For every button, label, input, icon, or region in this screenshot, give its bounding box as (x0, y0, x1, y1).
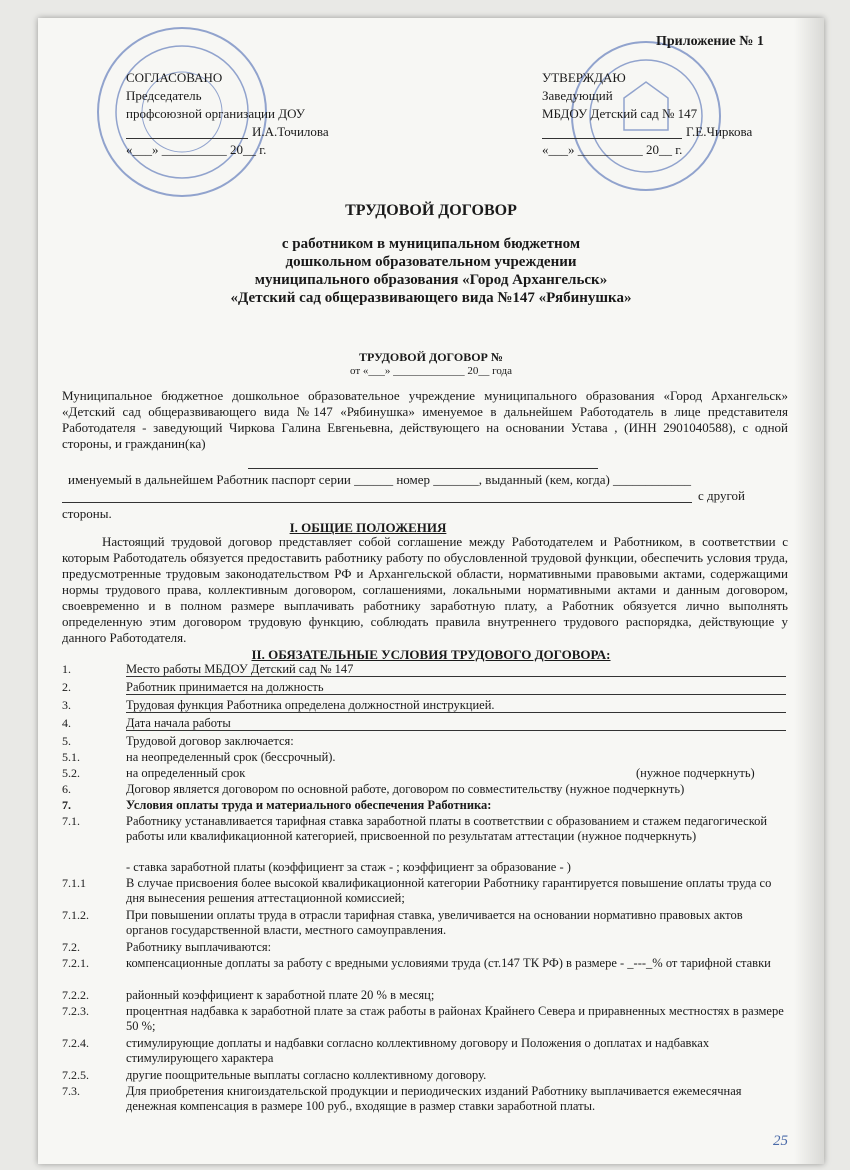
other-side-label: с другой (698, 488, 745, 503)
item-workplace: Место работы МБДОУ Детский сад № 147 (126, 662, 354, 676)
item-number: 7.2.5. (62, 1068, 89, 1082)
item-number: 5. (62, 734, 71, 748)
title-sub1: с работником в муниципальном бюджетном (281, 236, 581, 252)
item-function: Трудовая функция Работника определена должностной инструкцией. (126, 698, 495, 712)
item-number: 7.2.4. (62, 1036, 89, 1050)
item-underline (126, 730, 786, 731)
approval-left-line2: профсоюзной организации ДОУ (126, 106, 305, 121)
item-number: 7. (62, 798, 71, 812)
approval-left-line1: Председатель (126, 88, 202, 103)
section1-heading: I. ОБЩИЕ ПОЛОЖЕНИЯ (289, 520, 447, 535)
item-underline (126, 712, 786, 713)
needed-underline-note: (нужное подчеркнуть) (636, 766, 755, 780)
parties-end: стороны. (62, 506, 112, 521)
passport-issuer-line (62, 502, 692, 503)
approval-right-title: УТВЕРЖДАЮ (542, 70, 626, 85)
approval-right-line1: Заведующий (542, 88, 613, 103)
item-position: Работник принимается на должность (126, 680, 324, 694)
document-title: ТРУДОВОЙ ДОГОВОР (345, 202, 517, 219)
item-tariff-rate: Работнику устанавливается тарифная ставка заработной платы в соответствии с образованием и стажем педагогической работы или квалификационной категорией, присвоенной по результатам аттестации (нужное подчеркнуть) (126, 814, 768, 843)
item-number: 5.1. (62, 750, 80, 764)
item-payments: Работнику выплачиваются: (126, 940, 272, 954)
item-number: 5.2. (62, 766, 80, 780)
item-contract-type: Договор является договором по основной работе, договором по совместительству (нужное подчеркнуть) (126, 782, 685, 796)
item-rate-coefficients: - ставка заработной платы (коэффициент за стаж - ; коэффициент за образование - ) (126, 860, 571, 874)
item-book-compensation: Для приобретения книгоиздательской продукции и периодических изданий Работнику выплачивается ежемесячная денежная компенсация в размере 100 руб., входящие в размер ставки заработной платы. (126, 1084, 742, 1113)
title-sub3: муниципального образования «Город Архангельск» (254, 272, 608, 288)
approval-left-signature: И.А.Точилова (252, 124, 329, 139)
page-number: 25 (773, 1133, 788, 1149)
approval-left-date: «___» __________ 20__ г. (126, 142, 267, 157)
item-number: 6. (62, 782, 71, 796)
item-number: 3. (62, 698, 71, 712)
contract-heading: ТРУДОВОЙ ДОГОВОР № (359, 350, 503, 364)
left-signature-line (126, 138, 248, 139)
item-number: 7.2.3. (62, 1004, 89, 1018)
document-page (38, 18, 824, 1164)
section1-text: Настоящий трудовой договор представляет собой соглашение между Работодателем и Работником, в соответствии с которым Работодатель обязуется предоставить работнику работу по обусловленной трудовой функции, обеспечить условия труда, предусмотренные трудовым законодательством РФ и Архангельской области, нормативными правовыми актами, содержащими нормы трудового права, коллективным договором, соглашениями, локальными нормативными актами и данным договором, своевременно и в полном размере выплачивать работнику заработную плату, а Работник обязуется лично выполнять определенную этим договором трудовую функцию, соблюдать правила внутреннего трудового распорядка, действующие у данного Работодателя. (62, 534, 788, 645)
approval-right-date: «___» __________ 20__ г. (542, 142, 683, 157)
item-number: 2. (62, 680, 71, 694)
item-number: 7.2.2. (62, 988, 89, 1002)
title-sub2: дошкольном образовательном учреждении (285, 254, 577, 270)
contract-intro: Муниципальное бюджетное дошкольное образовательное учреждение муниципального образования «Город Архангельск» «Детский сад общеразвивающего вида №147 «Рябинушка» именуемое в дальнейшем Работодатель в лице представителя Работодателя - заведующий Чиркова Галина Евгеньевна, действующего на основании Устава , (ИНН 2901040588), с одной стороны, и гражданин(ка) (62, 388, 788, 451)
item-term: Трудовой договор заключается: (126, 734, 294, 748)
item-compensation: компенсационные доплаты за работу с вредными условиями труда (ст.147 ТК РФ) в размере - _---_% от тарифной ставки (126, 956, 771, 970)
approval-right-line2: МБДОУ Детский сад № 147 (542, 106, 698, 121)
appendix-label: Приложение № 1 (656, 34, 764, 49)
approval-left-title: СОГЛАСОВАНО (126, 70, 223, 85)
item-term-indefinite: на неопределенный срок (бессрочный). (126, 750, 336, 764)
item-term-fixed: на определенный срок (126, 766, 246, 780)
item-other-bonuses: другие поощрительные выплаты согласно коллективному договору. (126, 1068, 487, 1082)
item-pay-conditions: Условия оплаты труда и материального обеспечения Работника: (126, 798, 492, 812)
item-number: 7.1.1 (62, 876, 86, 890)
item-underline (126, 694, 786, 695)
item-number: 7.3. (62, 1084, 80, 1098)
item-start-date: Дата начала работы (126, 716, 231, 730)
item-number: 1. (62, 662, 71, 676)
citizen-name-line (248, 468, 598, 469)
item-underline (126, 676, 786, 677)
item-number: 7.2.1. (62, 956, 89, 970)
section2-heading: II. ОБЯЗАТЕЛЬНЫЕ УСЛОВИЯ ТРУДОВОГО ДОГОВОРА: (251, 647, 611, 662)
right-signature-line (542, 138, 682, 139)
item-number: 7.2. (62, 940, 80, 954)
item-regional-coefficient: районный коэффициент к заработной плате 20 % в месяц; (126, 988, 435, 1002)
item-rate-increase: При повышении оплаты труда в отрасли тарифная ставка, увеличивается на основании нормативно правовых актов органов государственной власти, местного самоуправления. (126, 908, 743, 937)
page-edge-shadow (794, 18, 824, 1164)
item-north-allowance: процентная надбавка к заработной плате за стаж работы в районах Крайнего Севера и приравненных местностях в размере 50 %; (126, 1004, 784, 1033)
title-sub4: «Детский сад общеразвивающего вида №147 «Рябинушка» (230, 290, 632, 306)
item-category-raise: В случае присвоения более высокой квалификационной категории Работнику гарантируется повышение оплаты труда со дня вынесения решения аттестационной комиссией; (126, 876, 772, 905)
employee-passport-line: именуемый в дальнейшем Работник паспорт серии ______ номер _______, выданный (кем, когда) ____________ (68, 472, 692, 487)
approval-right-signature: Г.Е.Чиркова (686, 124, 753, 139)
item-number: 7.1.2. (62, 908, 89, 922)
item-number: 4. (62, 716, 71, 730)
item-number: 7.1. (62, 814, 80, 828)
item-incentives: стимулирующие доплаты и надбавки согласно коллективному договору и Положения о доплатах и надбавках стимулирующего характера (126, 1036, 710, 1065)
contract-date-line: от «___» _____________ 20__ года (349, 365, 513, 377)
